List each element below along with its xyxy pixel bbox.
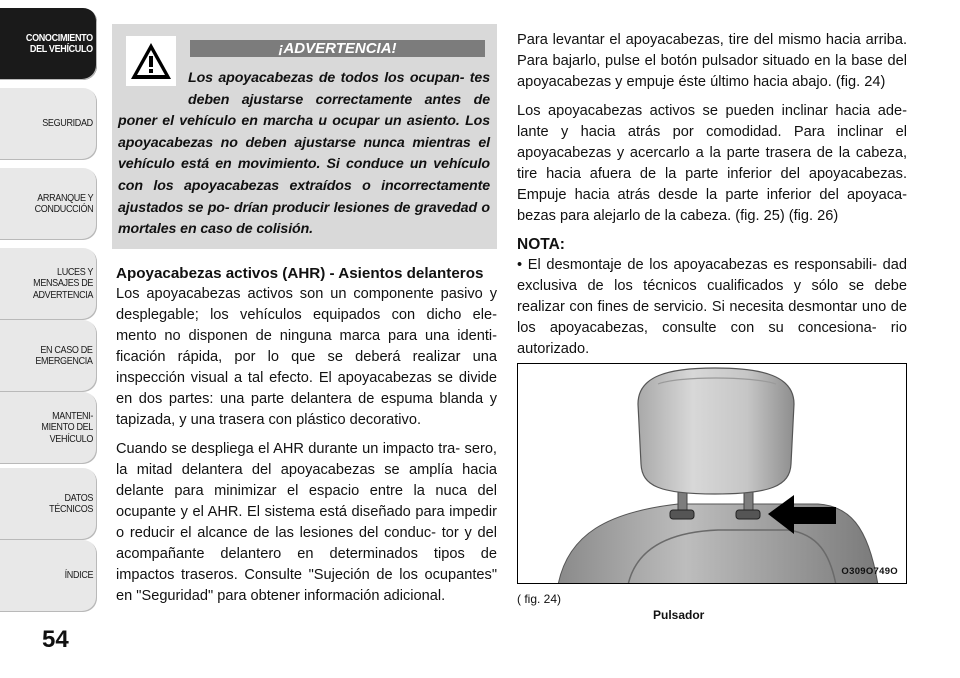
tab-arranque-y-conduccion[interactable] — [0, 168, 97, 240]
tab-label: DATOS TÉCNICOS — [49, 491, 93, 515]
paragraph: Los apoyacabezas activos son un componente pasivo y desplegable; los vehículos equipados con dicho ele- mento no disponen de ninguna marca para una identi- ficación rápida, por lo que se deberá realizar una inspección visual a tal efecto. El apoyacabezas se divide en dos partes: una parte delantera de espuma blanda y tapizada, y una trasera con plástico decorativo. — [116, 286, 497, 428]
tab-label: MANTENI- MIENTO DEL VEHÍCULO — [41, 409, 93, 445]
tab-indice[interactable] — [0, 540, 97, 612]
figure-label: Pulsador — [653, 608, 705, 622]
warning-text: Los apoyacabezas de todos los ocupan- tes deben ajustarse correctamente antes de poner el vehículo en marcha u ocupar un asiento. Los apoyacabezas no deben ajustarse nunca mientras el vehículo está en movimiento. Si conduce un vehículo con los apoyacabezas extraídos o incorrectamente ajustados se po- drían producir lesiones de gravedad o mortales en caso de colisión. — [118, 70, 490, 238]
tab-en-caso-de-emergencia[interactable] — [0, 320, 97, 392]
tab-luces-y-mensajes[interactable] — [0, 248, 97, 320]
note-text: • El desmontaje de los apoyacabezas es responsabili- dad exclusiva de los técnicos cualificados y sólo se debe realizar con fines de servicio. Si necesita desmontar uno de los apoyacabezas, consulte con su concesiona- rio autorizado. — [517, 257, 907, 357]
tab-label: SEGURIDAD — [42, 117, 93, 130]
paragraph: Cuando se despliega el AHR durante un impacto tra- sero, la mitad delantera del apoyacabezas se amplía hacia delante para minimizar el espacio entre la nuca del ocupante y el AHR. El sistema está diseñado para impedir o reducir el alcance de las lesiones del conduc- tor y del acompañante delantero en determinados tipos de impactos traseros. Consulte "Sujeción de los ocupantes" en "Seguridad" para obtener información adicional. — [116, 441, 497, 604]
warning-title: ¡ADVERTENCIA! — [190, 40, 485, 57]
tab-seguridad[interactable] — [0, 88, 97, 160]
figure-headrest — [517, 363, 907, 584]
paragraph: Para levantar el apoyacabezas, tire del mismo hacia arriba. Para bajarlo, pulse el botón pulsador situado en la base del apoyacabezas y empuje éste último hacia abajo. (fig. 24) — [517, 32, 907, 90]
section-heading: Apoyacabezas activos (AHR) - Asientos delanteros — [116, 265, 484, 282]
tab-datos-tecnicos[interactable] — [0, 468, 97, 540]
tab-label: ARRANQUE Y CONDUCCIÓN — [34, 191, 93, 215]
figure-caption: ( fig. 24) — [517, 592, 562, 606]
tab-label: CONOCIMIENTO DEL VEHÍCULO — [26, 31, 93, 55]
tab-label: EN CASO DE EMERGENCIA — [35, 343, 93, 367]
right-column — [517, 30, 907, 360]
paragraph: Los apoyacabezas activos se pueden inclinar hacia ade- lante y hacia atrás por comodidad. Para inclinar el apoyacabezas y acercarlo a la parte trasera de la cabeza, tire hacia afuera de la parte inferior del apoyacabezas. Empuje hacia atrás desde la parte inferior del apoyaca- bezas para alejarlo de la cabeza. (fig. 25) (fig. 26) — [517, 103, 907, 224]
left-column — [116, 264, 497, 607]
tab-label: ÍNDICE — [64, 569, 93, 582]
chapter-tabs — [0, 0, 97, 610]
page-number: 54 — [42, 626, 69, 653]
tab-conocimiento-del-vehiculo[interactable] — [0, 8, 97, 80]
figure-code: O309O749O — [841, 566, 898, 577]
headrest-illustration — [518, 364, 907, 584]
tab-label: LUCES Y MENSAJES DE ADVERTENCIA — [32, 265, 93, 301]
tab-mantenimiento[interactable] — [0, 392, 97, 464]
note-heading: NOTA: — [517, 236, 565, 253]
warning-box — [112, 24, 497, 249]
